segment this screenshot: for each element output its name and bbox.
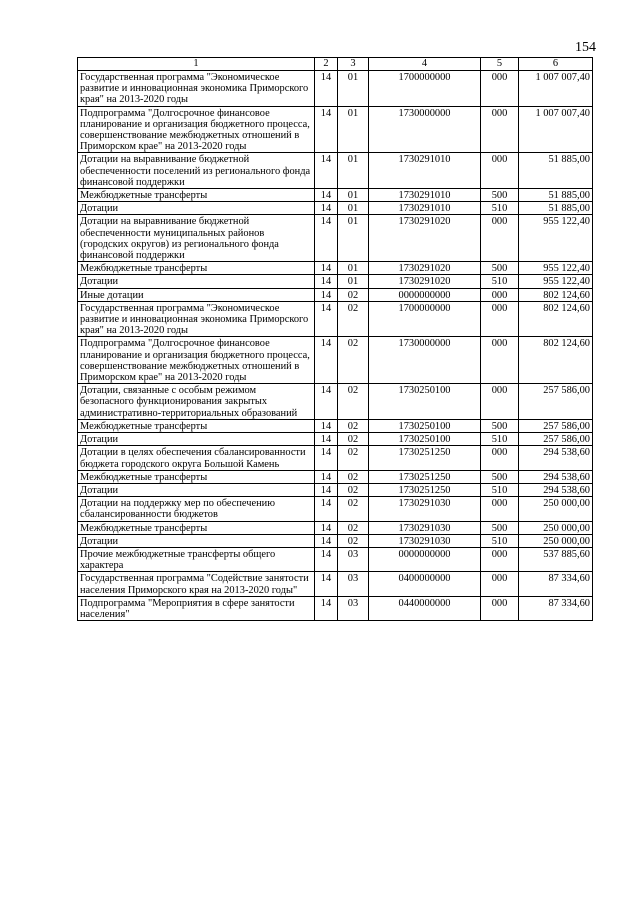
column-header-1: 1: [78, 58, 315, 71]
row-col2-cell: 14: [315, 262, 338, 275]
table-row: [78, 106, 593, 153]
row-name-cell: Дотации на выравнивание бюджетной обеспеченности поселений из регионального фонда финансовой поддержки: [78, 153, 315, 189]
row-col3-cell: 02: [338, 288, 369, 301]
row-name-cell: Межбюджетные трансферты: [78, 419, 315, 432]
row-amount-cell: 802 124,60: [519, 337, 593, 384]
row-amount-cell: 51 885,00: [519, 153, 593, 189]
row-col3-cell: 03: [338, 547, 369, 571]
row-col5-cell: 510: [481, 433, 519, 446]
header-row: [78, 58, 593, 71]
row-col4-cell: 1730000000: [369, 106, 481, 153]
row-amount-cell: 955 122,40: [519, 215, 593, 262]
row-name-cell: Дотации в целях обеспечения сбалансированности бюджета городского округа Большой Камень: [78, 446, 315, 470]
row-col4-cell: 1730291020: [369, 275, 481, 288]
row-name-cell: Дотации на поддержку мер по обеспечению сбалансированности бюджетов: [78, 497, 315, 521]
row-col2-cell: 14: [315, 202, 338, 215]
row-col4-cell: 1730291030: [369, 497, 481, 521]
row-col5-cell: 500: [481, 189, 519, 202]
table-row: [78, 153, 593, 189]
row-name-cell: Межбюджетные трансферты: [78, 262, 315, 275]
row-col3-cell: 01: [338, 106, 369, 153]
row-col4-cell: 1730251250: [369, 446, 481, 470]
row-amount-cell: 802 124,60: [519, 288, 593, 301]
column-header-5: 5: [481, 58, 519, 71]
row-col4-cell: 1700000000: [369, 301, 481, 337]
row-col2-cell: 14: [315, 534, 338, 547]
row-col2-cell: 14: [315, 71, 338, 107]
row-col4-cell: 1730250100: [369, 433, 481, 446]
row-col5-cell: 500: [481, 262, 519, 275]
budget-table: [77, 57, 593, 621]
row-col2-cell: 14: [315, 596, 338, 620]
table-row: [78, 419, 593, 432]
table-row: [78, 384, 593, 420]
row-amount-cell: 257 586,00: [519, 419, 593, 432]
row-col3-cell: 02: [338, 446, 369, 470]
column-header-3: 3: [338, 58, 369, 71]
row-col4-cell: 1730250100: [369, 419, 481, 432]
row-col3-cell: 01: [338, 202, 369, 215]
row-name-cell: Дотации, связанные с особым режимом безопасного функционирования закрытых административно-территориальных образований: [78, 384, 315, 420]
row-col2-cell: 14: [315, 106, 338, 153]
row-col2-cell: 14: [315, 189, 338, 202]
row-col2-cell: 14: [315, 483, 338, 496]
row-name-cell: Дотации: [78, 534, 315, 547]
table-body: [78, 71, 593, 621]
table-row: [78, 596, 593, 620]
row-amount-cell: 250 000,00: [519, 521, 593, 534]
row-col5-cell: 510: [481, 534, 519, 547]
row-col3-cell: 02: [338, 483, 369, 496]
row-col5-cell: 000: [481, 497, 519, 521]
row-amount-cell: 87 334,60: [519, 596, 593, 620]
row-name-cell: Дотации: [78, 275, 315, 288]
row-col3-cell: 01: [338, 275, 369, 288]
row-col4-cell: 1730291010: [369, 153, 481, 189]
row-col5-cell: 000: [481, 596, 519, 620]
row-col5-cell: 000: [481, 288, 519, 301]
table-header: [78, 58, 593, 71]
row-amount-cell: 294 538,60: [519, 483, 593, 496]
row-amount-cell: 257 586,00: [519, 433, 593, 446]
row-name-cell: Дотации: [78, 433, 315, 446]
row-col4-cell: 1730000000: [369, 337, 481, 384]
row-name-cell: Подпрограмма "Долгосрочное финансовое планирование и организация бюджетного процесса, совершенствование межбюджетных отношений в Приморском крае" на 2013-2020 годы: [78, 106, 315, 153]
row-name-cell: Дотации: [78, 202, 315, 215]
row-col2-cell: 14: [315, 288, 338, 301]
row-name-cell: Государственная программа "Экономическое развитие и инновационная экономика Приморского края" на 2013-2020 годы: [78, 301, 315, 337]
row-col2-cell: 14: [315, 384, 338, 420]
row-col3-cell: 02: [338, 301, 369, 337]
row-name-cell: Дотации на выравнивание бюджетной обеспеченности муниципальных районов (городских округов) из регионального фонда финансовой поддержки: [78, 215, 315, 262]
row-col5-cell: 000: [481, 106, 519, 153]
table-row: [78, 433, 593, 446]
row-col5-cell: 510: [481, 275, 519, 288]
row-col5-cell: 000: [481, 572, 519, 596]
row-col2-cell: 14: [315, 470, 338, 483]
table-row: [78, 534, 593, 547]
row-col5-cell: 000: [481, 71, 519, 107]
row-col3-cell: 01: [338, 71, 369, 107]
table-row: [78, 215, 593, 262]
row-col4-cell: 1730251250: [369, 483, 481, 496]
row-col4-cell: 1730291030: [369, 521, 481, 534]
row-col4-cell: 0440000000: [369, 596, 481, 620]
row-amount-cell: 537 885,60: [519, 547, 593, 571]
row-col3-cell: 02: [338, 419, 369, 432]
row-col3-cell: 02: [338, 521, 369, 534]
row-col5-cell: 000: [481, 384, 519, 420]
row-col5-cell: 510: [481, 202, 519, 215]
row-name-cell: Подпрограмма "Мероприятия в сфере занятости населения": [78, 596, 315, 620]
row-col5-cell: 000: [481, 547, 519, 571]
column-header-2: 2: [315, 58, 338, 71]
row-amount-cell: 1 007 007,40: [519, 106, 593, 153]
row-col4-cell: 1730251250: [369, 470, 481, 483]
row-amount-cell: 51 885,00: [519, 202, 593, 215]
row-col5-cell: 000: [481, 446, 519, 470]
table-row: [78, 446, 593, 470]
row-name-cell: Государственная программа "Экономическое развитие и инновационная экономика Приморского края" на 2013-2020 годы: [78, 71, 315, 107]
row-name-cell: Иные дотации: [78, 288, 315, 301]
row-col2-cell: 14: [315, 337, 338, 384]
row-amount-cell: 87 334,60: [519, 572, 593, 596]
table-row: [78, 71, 593, 107]
row-amount-cell: 51 885,00: [519, 189, 593, 202]
column-header-6: 6: [519, 58, 593, 71]
row-col5-cell: 000: [481, 301, 519, 337]
table-row: [78, 497, 593, 521]
row-col3-cell: 02: [338, 337, 369, 384]
row-col5-cell: 510: [481, 483, 519, 496]
row-col2-cell: 14: [315, 419, 338, 432]
row-col4-cell: 1730291010: [369, 202, 481, 215]
table-row: [78, 337, 593, 384]
table-row: [78, 189, 593, 202]
row-col3-cell: 01: [338, 262, 369, 275]
table-row: [78, 288, 593, 301]
table-row: [78, 470, 593, 483]
table-row: [78, 202, 593, 215]
row-col2-cell: 14: [315, 521, 338, 534]
table-row: [78, 547, 593, 571]
row-col5-cell: 000: [481, 215, 519, 262]
row-col4-cell: 0000000000: [369, 288, 481, 301]
row-col2-cell: 14: [315, 572, 338, 596]
row-col5-cell: 000: [481, 337, 519, 384]
row-col5-cell: 500: [481, 419, 519, 432]
row-amount-cell: 802 124,60: [519, 301, 593, 337]
row-amount-cell: 1 007 007,40: [519, 71, 593, 107]
row-col4-cell: 1730250100: [369, 384, 481, 420]
row-name-cell: Подпрограмма "Долгосрочное финансовое планирование и организация бюджетного процесса, совершенствование межбюджетных отношений в Приморском крае" на 2013-2020 годы: [78, 337, 315, 384]
row-amount-cell: 955 122,40: [519, 262, 593, 275]
row-col3-cell: 02: [338, 497, 369, 521]
row-col2-cell: 14: [315, 215, 338, 262]
row-col2-cell: 14: [315, 275, 338, 288]
column-header-4: 4: [369, 58, 481, 71]
row-col3-cell: 03: [338, 596, 369, 620]
row-col2-cell: 14: [315, 433, 338, 446]
row-col4-cell: 1730291020: [369, 262, 481, 275]
row-col4-cell: 0000000000: [369, 547, 481, 571]
row-col4-cell: 0400000000: [369, 572, 481, 596]
row-col3-cell: 02: [338, 384, 369, 420]
table-row: [78, 483, 593, 496]
row-col5-cell: 500: [481, 470, 519, 483]
row-amount-cell: 294 538,60: [519, 470, 593, 483]
table-row: [78, 301, 593, 337]
row-col5-cell: 000: [481, 153, 519, 189]
row-col3-cell: 02: [338, 534, 369, 547]
row-amount-cell: 250 000,00: [519, 534, 593, 547]
row-name-cell: Прочие межбюджетные трансферты общего характера: [78, 547, 315, 571]
row-name-cell: Межбюджетные трансферты: [78, 470, 315, 483]
row-col2-cell: 14: [315, 301, 338, 337]
row-col4-cell: 1730291030: [369, 534, 481, 547]
table-row: [78, 262, 593, 275]
row-col4-cell: 1700000000: [369, 71, 481, 107]
row-col3-cell: 02: [338, 470, 369, 483]
row-col2-cell: 14: [315, 497, 338, 521]
row-amount-cell: 955 122,40: [519, 275, 593, 288]
row-col3-cell: 03: [338, 572, 369, 596]
row-col2-cell: 14: [315, 547, 338, 571]
row-col3-cell: 01: [338, 153, 369, 189]
row-col4-cell: 1730291010: [369, 189, 481, 202]
row-col3-cell: 02: [338, 433, 369, 446]
row-col2-cell: 14: [315, 446, 338, 470]
row-amount-cell: 294 538,60: [519, 446, 593, 470]
table-row: [78, 572, 593, 596]
table-row: [78, 521, 593, 534]
table-row: [78, 275, 593, 288]
row-name-cell: Межбюджетные трансферты: [78, 189, 315, 202]
row-name-cell: Дотации: [78, 483, 315, 496]
row-col4-cell: 1730291020: [369, 215, 481, 262]
row-amount-cell: 257 586,00: [519, 384, 593, 420]
row-amount-cell: 250 000,00: [519, 497, 593, 521]
row-name-cell: Государственная программа "Содействие занятости населения Приморского края на 2013-2020 годы": [78, 572, 315, 596]
row-name-cell: Межбюджетные трансферты: [78, 521, 315, 534]
page-number: 154: [575, 40, 596, 55]
row-col3-cell: 01: [338, 215, 369, 262]
row-col3-cell: 01: [338, 189, 369, 202]
row-col2-cell: 14: [315, 153, 338, 189]
row-col5-cell: 500: [481, 521, 519, 534]
